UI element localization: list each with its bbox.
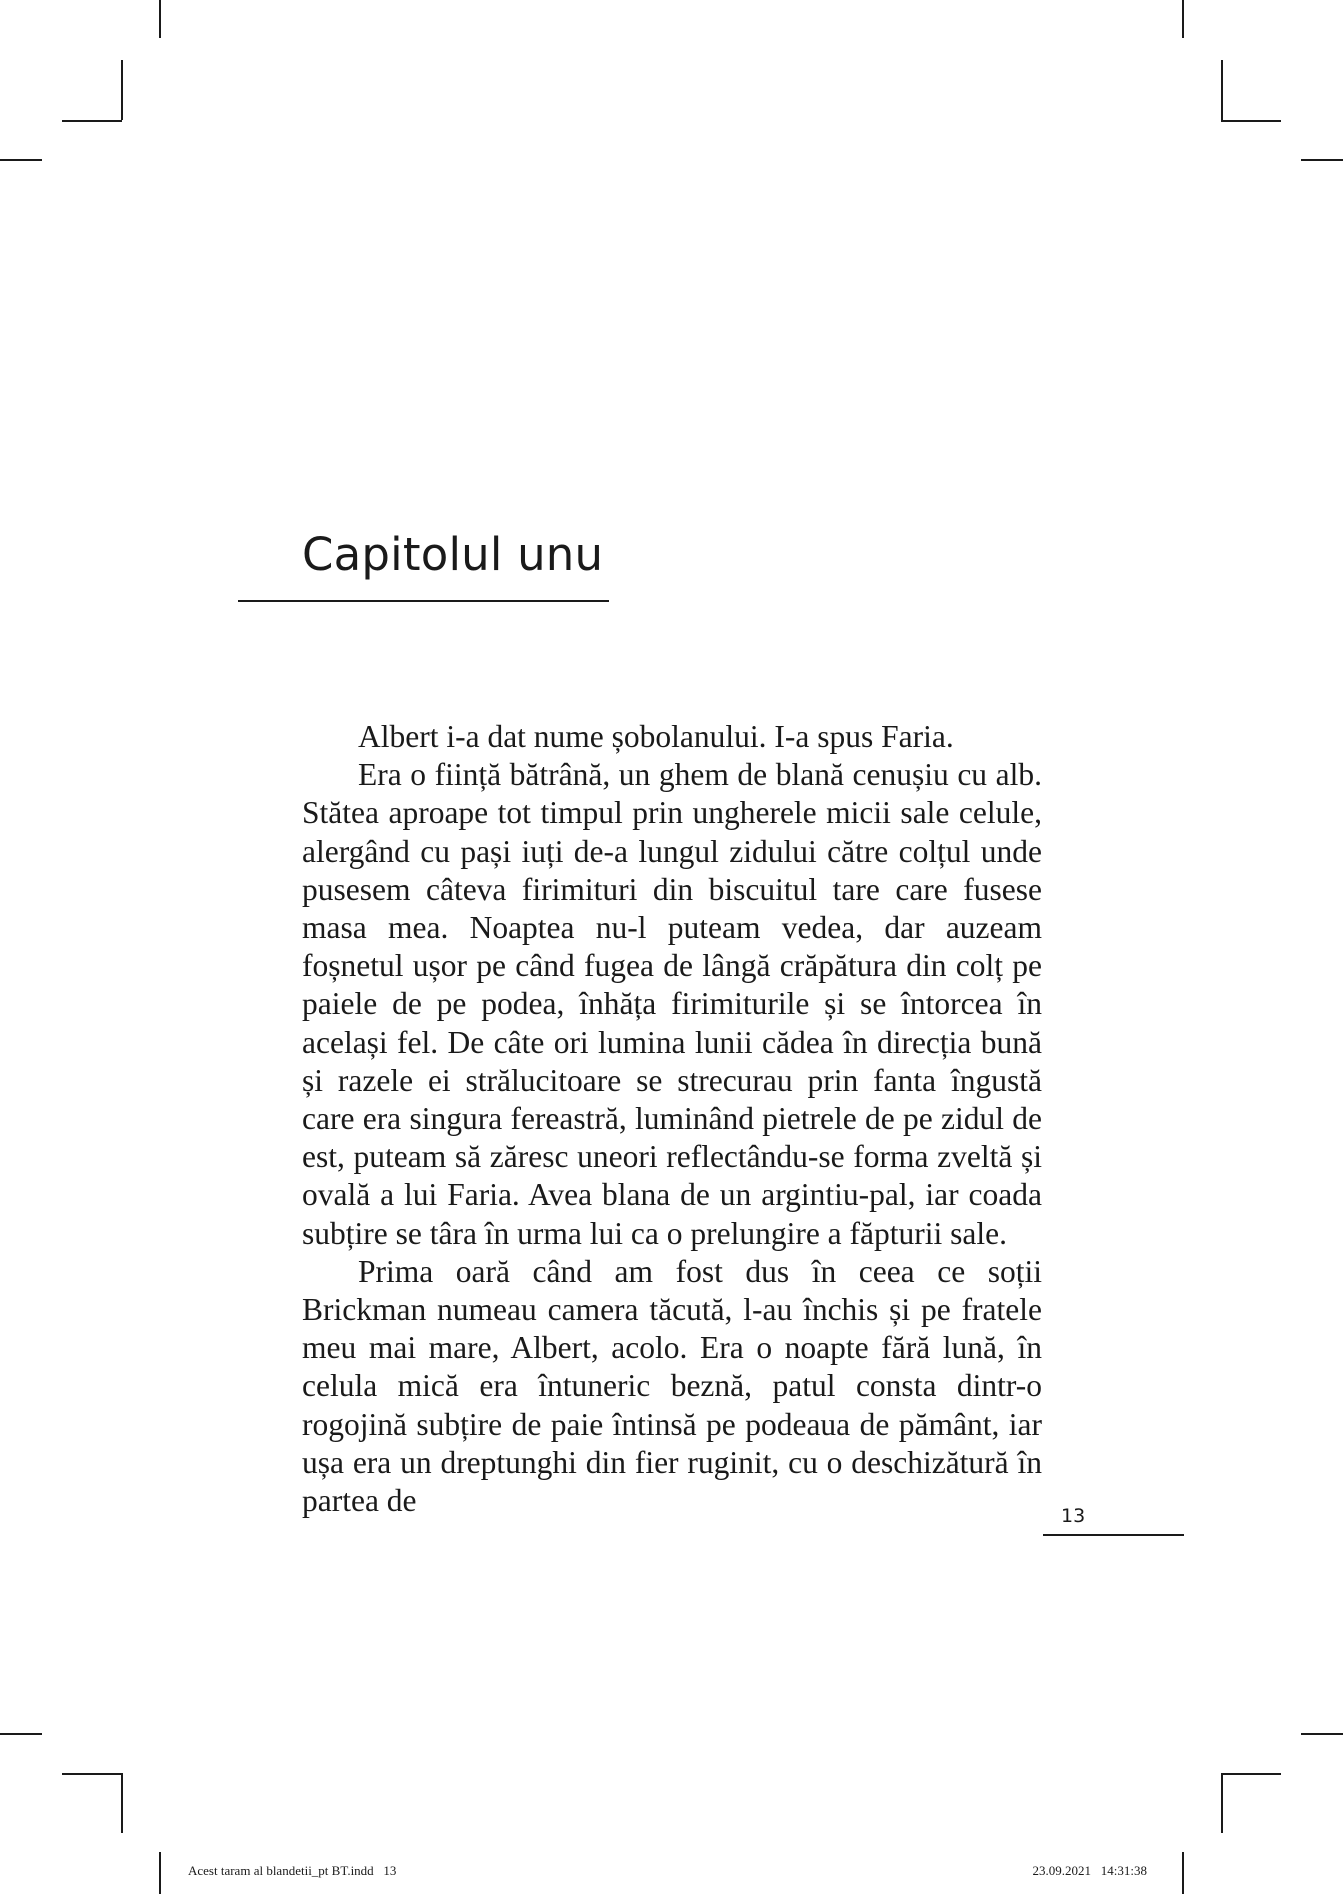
crop-mark <box>1182 0 1184 38</box>
crop-mark <box>159 0 161 38</box>
crop-mark <box>62 120 122 122</box>
body-text <box>302 718 1042 1520</box>
crop-mark <box>1221 60 1223 120</box>
slug-datetime: 23.09.2021 14:31:38 <box>1032 1863 1147 1878</box>
chapter-title: Capitolul unu <box>302 528 604 581</box>
paragraph: Albert i-a dat nume șobolanului. I-a spus Faria. <box>358 719 954 754</box>
crop-mark <box>159 1852 161 1894</box>
crop-mark <box>1221 120 1281 122</box>
paragraph: Era o ființă bătrână, un ghem de blană cenușiu cu alb. Stătea aproape tot timpul prin ungherele micii sale celule, alergând cu pași iuți de-a lungul zidului către colțul unde pusesem câteva firimituri din biscuitul tare care fusese masa mea. Noaptea nu-l puteam vedea, dar auzeam foșnetul ușor pe când fugea de lângă crăpătura din colț pe paiele de pe podea, înhăța firimiturile și se întorcea în același fel. De câte ori lumina lunii cădea în direcția bună și razele ei strălucitoare se strecurau prin fanta îngustă care era singura fereastră, luminând pietrele de pe zidul de est, puteam să zăresc uneori reflectându-se forma zveltă și ovală a lui Faria. Avea blana de un argintiu-pal, iar coada subțire se târa în urma lui ca o prelungire a făpturii sale. <box>302 757 1042 1251</box>
crop-mark <box>1182 1852 1184 1894</box>
crop-mark <box>121 1773 123 1833</box>
crop-mark <box>1301 1733 1343 1735</box>
crop-mark <box>1221 1773 1223 1833</box>
page-number: 13 <box>1061 1505 1086 1527</box>
crop-mark <box>62 1773 122 1775</box>
crop-mark <box>1301 159 1343 161</box>
slug-filename: Acest taram al blandetii_pt BT.indd 13 <box>188 1863 397 1878</box>
crop-mark <box>0 159 42 161</box>
title-underline <box>238 600 609 602</box>
page-number-rule <box>1043 1534 1184 1536</box>
crop-mark <box>121 60 123 120</box>
crop-mark <box>0 1733 42 1735</box>
crop-mark <box>1221 1773 1281 1775</box>
paragraph: Prima oară când am fost dus în ceea ce soții Brickman numeau camera tăcută, l-au închis și pe fratele meu mai mare, Albert, acolo. Era o noapte fără lună, în celula mică era întuneric beznă, patul consta dintr-o rogojină subțire de paie întinsă pe podeaua de pământ, iar ușa era un dreptunghi din fier ruginit, cu o deschizătură în partea de <box>302 1253 1042 1519</box>
